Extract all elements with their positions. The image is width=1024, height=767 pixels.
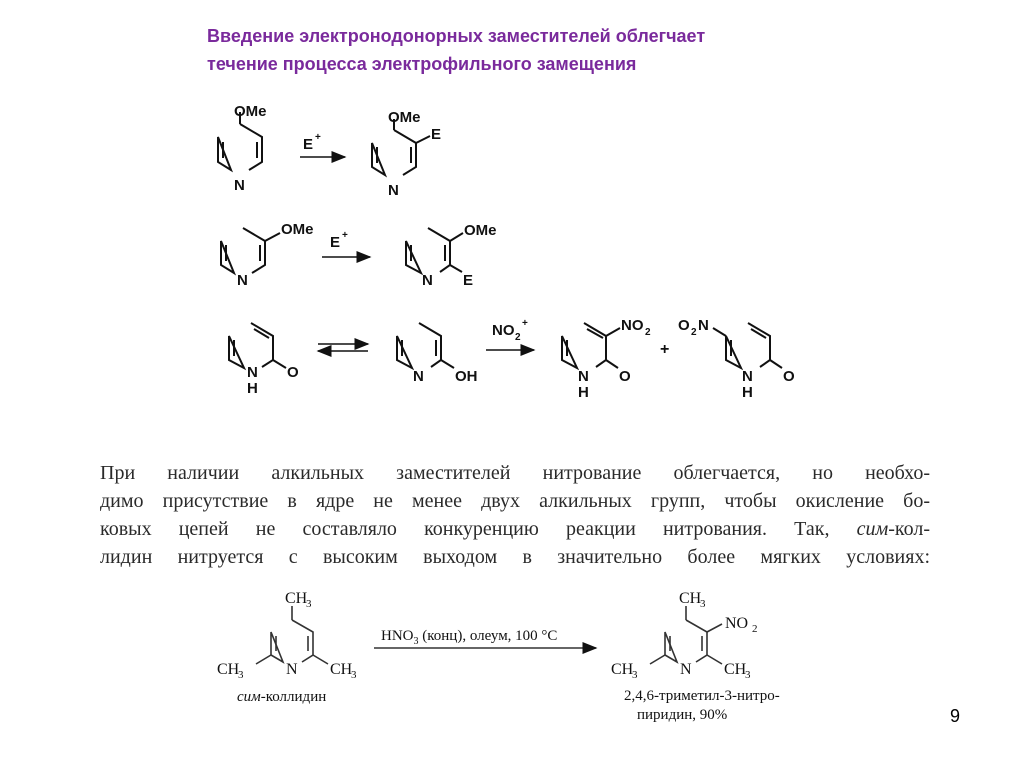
scheme4-product-ch3-top-sub: 3 <box>700 598 706 610</box>
scheme4-reactant-ch3-top-sub: 3 <box>306 598 312 610</box>
scheme4-reactant-name-italic: сим <box>237 689 261 705</box>
scheme1-product-e: E <box>431 126 442 143</box>
scheme4-product-name-line2: пиридин, 90% <box>637 707 728 723</box>
scheme2-product <box>406 228 463 273</box>
scheme3-product2-h: H <box>742 384 753 401</box>
paragraph-line-2: димо присутствие в ядре не менее двух алкильных групп, чтобы окисление бо- <box>100 490 930 512</box>
scheme3-reagent-charge: + <box>522 318 528 329</box>
scheme3-pyridone-h: H <box>247 380 258 397</box>
scheme3-product1-3-nitro-2-pyridone <box>562 323 620 368</box>
paragraph-line-4: лидин нитруется с высоким выходом в значительно более мягких условиях: <box>100 546 930 568</box>
scheme3-product2-o: O <box>678 317 690 334</box>
scheme3-reagent-sub: 2 <box>515 332 521 343</box>
scheme3-product2-n-label: N <box>698 317 709 334</box>
scheme2-product-e: E <box>463 272 474 289</box>
scheme1-reagent-e: E <box>303 136 314 153</box>
scheme3-hydroxy-n: N <box>413 368 424 385</box>
scheme4-reactant-name <box>237 689 326 705</box>
scheme1-product-ome: OMe <box>388 109 421 126</box>
scheme4-product-no2-sub: 2 <box>752 623 758 635</box>
scheme3-product2-o-sub: 2 <box>691 327 697 338</box>
scheme4-product-ch3-right: CH <box>724 661 747 678</box>
scheme3-product1-no: NO <box>621 317 644 334</box>
scheme1-product-n: N <box>388 182 399 199</box>
scheme2-reagent-charge: + <box>342 230 348 241</box>
scheme3-2-pyridone <box>229 323 286 368</box>
scheme1-reactant-n: N <box>234 177 245 194</box>
scheme2-product-n: N <box>422 272 433 289</box>
title-line-1: Введение электронодонорных заместителей облегчает <box>207 26 706 46</box>
scheme3-plus: + <box>660 341 670 358</box>
scheme2-reagent-e: E <box>330 234 341 251</box>
title-line-2: течение процесса электрофильного замещения <box>207 54 637 74</box>
scheme4-reactant-n: N <box>286 661 298 678</box>
scheme3-equilibrium-arrows <box>318 344 368 351</box>
scheme3-hydroxy-oh: OH <box>455 368 478 385</box>
scheme4-product-ch3-right-sub: 3 <box>745 669 751 681</box>
paragraph-line-1: При наличии алкильных заместителей нитрование облегчается, но необхо- <box>100 462 930 484</box>
scheme4-reactant-ch3-left: CH <box>217 661 240 678</box>
paragraph-line-3-main: ковых цепей не составляло конкуренцию реакции нитрования. Так, <box>100 518 857 540</box>
paragraph-line-3-italic: сим <box>856 518 889 540</box>
scheme4-conditions: $HNO_3$ (конц), олеум, 100 °С <box>381 628 558 647</box>
scheme3-2-hydroxypyridine <box>397 323 454 368</box>
scheme4-product-name-line1: 2,4,6-триметил-3-нитро- <box>624 688 780 704</box>
scheme4-product-ch3-left: CH <box>611 661 634 678</box>
scheme4-product <box>650 606 722 664</box>
scheme2-product-ome: OMe <box>464 222 497 239</box>
scheme3-product2-o-carbonyl: O <box>783 368 795 385</box>
body-paragraph <box>100 459 930 571</box>
scheme1-reactant-ome: OMe <box>234 103 267 120</box>
scheme1-reactant-4-methoxypyridine <box>218 112 262 170</box>
scheme4-reactant-ch3-top: CH <box>285 590 308 607</box>
page-number: 9 <box>950 706 961 726</box>
scheme4-reactant-ch3-right-sub: 3 <box>351 669 357 681</box>
scheme3-pyridone-n: N <box>247 364 258 381</box>
scheme4-sym-collidine <box>256 606 328 664</box>
scheme3-product1-no-sub: 2 <box>645 327 651 338</box>
scheme4-reactant-ch3-left-sub: 3 <box>238 669 244 681</box>
scheme3-pyridone-o: O <box>287 364 299 381</box>
scheme2-reactant-n: N <box>237 272 248 289</box>
paragraph-line-3-tail: -кол- <box>888 518 930 540</box>
scheme3-product2-5-nitro-2-pyridone <box>713 323 782 368</box>
scheme3-product2-n: N <box>742 368 753 385</box>
scheme3-product1-h: H <box>578 384 589 401</box>
paragraph-line-3 <box>100 515 930 543</box>
scheme4-reactant-name-rest: -коллидин <box>260 689 327 705</box>
scheme2-reactant-3-methoxypyridine <box>221 228 280 273</box>
scheme2-reactant-ome: OMe <box>281 221 314 238</box>
scheme3-product1-n: N <box>578 368 589 385</box>
scheme3-product1-o: O <box>619 368 631 385</box>
scheme3-reagent-no: NO <box>492 322 515 339</box>
scheme1-product <box>372 119 430 175</box>
scheme4-product-no2: NO <box>725 615 749 632</box>
scheme4-product-ch3-top: CH <box>679 590 702 607</box>
scheme4-product-ch3-left-sub: 3 <box>632 669 638 681</box>
scheme4-reactant-ch3-right: CH <box>330 661 353 678</box>
scheme1-reagent-charge: + <box>315 132 321 143</box>
scheme4-product-n: N <box>680 661 692 678</box>
